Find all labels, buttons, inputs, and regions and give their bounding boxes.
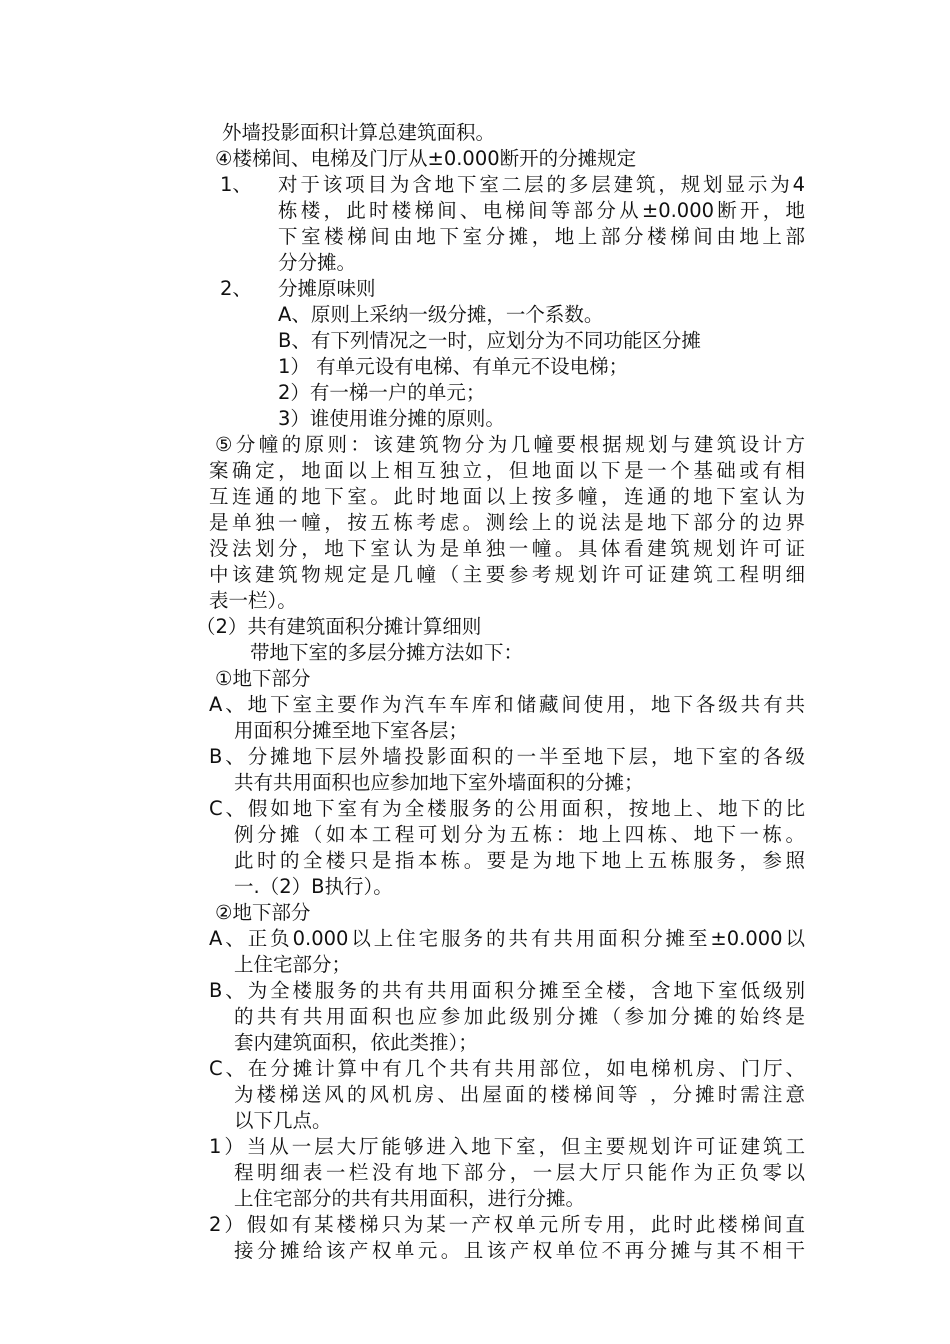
text-line: 例分摊（如本工程可划分为五栋：地上四栋、地下一栋。 [234,823,805,846]
text-line: 程明细表一栏没有地下部分，一层大厅只能作为正负零以 [234,1161,805,1184]
section-heading: ⑤分幢的原则：该建筑物分为几幢要根据规划与建筑设计方 [215,433,805,456]
text-line: 以下几点。 [234,1109,332,1132]
text-line: 中该建筑物规定是几幢（主要参考规划许可证建筑工程明细 [209,563,805,586]
text-line: 此时的全楼只是指本栋。要是为地下地上五栋服务，参照 [234,849,805,872]
text-line: 3）谁使用谁分摊的原则。 [278,407,505,430]
list-number: 2、 [220,277,252,300]
text-line: 下室楼梯间由地下室分摊，地上部分楼梯间由地上部 [278,225,805,248]
text-line: 外墙投影面积计算总建筑面积。 [222,121,496,144]
text-line: 共有共用面积也应参加地下室外墙面积的分摊； [234,771,644,794]
text-line: B、分摊地下层外墙投影面积的一半至地下层，地下室的各级 [209,745,805,768]
text-line: 的共有共用面积也应参加此级别分摊（参加分摊的始终是 [234,1005,805,1028]
text-line: C、在分摊计算中有几个共有共用部位，如电梯机房、门厅、 [209,1057,805,1080]
text-line: 案确定，地面以上相互独立，但地面以下是一个基础或有相 [209,459,805,482]
text-line: 表一栏）。 [209,589,297,612]
text-line: A、正负0.000以上住宅服务的共有共用面积分摊至±0.000以 [209,927,805,950]
text-line: 是单独一幢，按五栋考虑。测绘上的说法是地下部分的边界 [209,511,805,534]
text-line: 上住宅部分； [234,953,352,976]
text-line: 带地下室的多层分摊方法如下： [250,641,524,664]
text-line: 用面积分摊至地下室各层； [234,719,469,742]
text-line: 1）当从一层大厅能够进入地下室，但主要规划许可证建筑工 [209,1135,805,1158]
section-heading: ④楼梯间、电梯及门厅从±0.000断开的分摊规定 [215,147,637,170]
text-line: 栋楼，此时楼梯间、电梯间等部分从±0.000断开，地 [278,199,805,222]
text-line: 1） 有单元设有电梯、有单元不设电梯； [278,355,629,378]
text-line: 分摊原味则 [278,277,376,300]
text-line: C、假如地下室有为全楼服务的公用面积，按地上、地下的比 [209,797,805,820]
text-line: A、原则上采纳一级分摊，一个系数。 [278,303,604,326]
text-line: 互连通的地下室。此时地面以上按多幢，连通的地下室认为 [209,485,805,508]
text-line: 一.（2）B执行）。 [234,875,393,898]
text-line: 没法划分，地下室认为是单独一幢。具体看建筑规划许可证 [209,537,805,560]
text-line: 上住宅部分的共有共用面积，进行分摊。 [234,1187,586,1210]
text-line: 对于该项目为含地下室二层的多层建筑，规划显示为4 [278,173,805,196]
text-line: B、有下列情况之一时，应划分为不同功能区分摊 [278,329,701,352]
section-heading: （2）共有建筑面积分摊计算细则 [196,615,482,638]
section-heading: ②地下部分 [215,901,311,924]
text-line: 接分摊给该产权单元。且该产权单位不再分摊与其不相干 [234,1239,805,1262]
text-line: B、为全楼服务的共有共用面积分摊至全楼，含地下室低级别 [209,979,805,1002]
text-line: 为楼梯送风的风机房、出屋面的楼梯间等 ，分摊时需注意 [234,1083,805,1106]
list-number: 1、 [220,173,252,196]
text-line: A、地下室主要作为汽车车库和储藏间使用，地下各级共有共 [209,693,805,716]
text-line: 分分摊。 [278,251,357,274]
text-line: 2）有一梯一户的单元； [278,381,486,404]
section-heading: ①地下部分 [215,667,311,690]
text-line: 套内建筑面积，依此类推）； [234,1031,478,1054]
text-line: 2）假如有某楼梯只为某一产权单元所专用，此时此楼梯间直 [209,1213,805,1236]
